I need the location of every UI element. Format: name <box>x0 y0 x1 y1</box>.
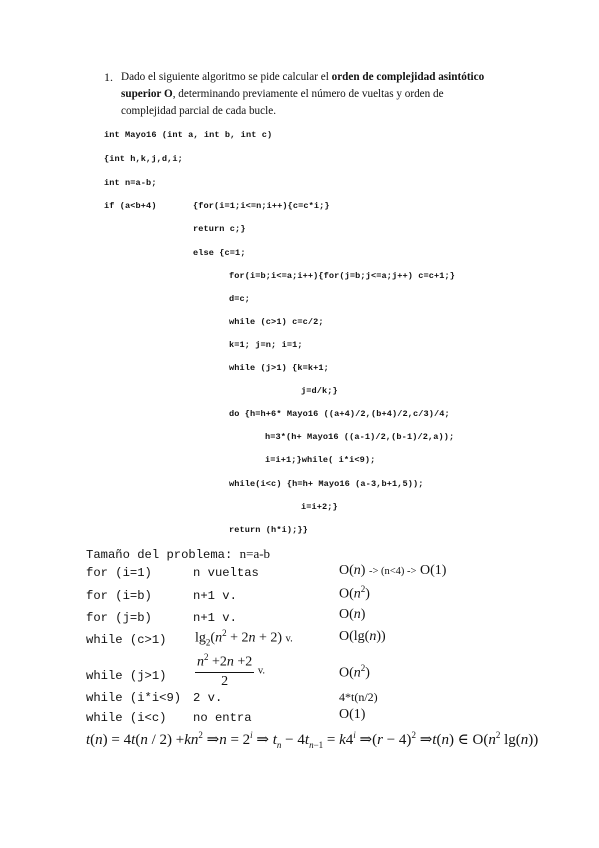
code-line: if (a<b+4) <box>104 201 157 211</box>
code-line: return c;} <box>193 224 246 234</box>
loop-label: while (j>1) <box>86 669 167 683</box>
loop-label: for (i=1) <box>86 566 152 580</box>
code-line: else {c=1; <box>193 248 246 258</box>
loop-turns: n vueltas <box>193 566 259 580</box>
loop-label: for (j=b) <box>86 611 152 625</box>
code-line: while (c>1) c=c/2; <box>229 317 324 327</box>
code-line: while(i<c) {h=h+ Mayo16 (a-3,b+1,5)); <box>229 479 424 489</box>
code-line: k=1; j=n; i=1; <box>229 340 303 350</box>
loop-order: O(lg(n)) <box>339 629 386 644</box>
loop-order: $O(n^2)$ <box>339 584 370 602</box>
loop-order: O(n) <box>339 607 366 622</box>
code-line: h=3*(h+ Mayo16 ((a-1)/2,(b-1)/2,a)); <box>265 432 455 442</box>
code-line: j=d/k;} <box>301 386 338 396</box>
code-line: for(i=b;i<=a;i++){for(j=b;j<=a;j++) c=c+1;} <box>229 271 456 281</box>
problem-size <box>86 546 270 562</box>
question-line-3: complejidad parcial de cada bucle. <box>121 105 276 117</box>
question-line-2-bold: superior O <box>121 88 173 100</box>
code-line: {for(i=1;i<=n;i++){c=c*i;} <box>193 201 330 211</box>
loop-turns: n+1 v. <box>193 589 237 603</box>
loop-order-condition: -> (n<4) -> <box>368 566 417 577</box>
loop-label: for (i=b) <box>86 589 152 603</box>
problem-size-value: n=a-b <box>239 546 271 561</box>
recurrence-solution: $t(n) = 4t(n / 2) +kn^2$ ⇒n = $2^i$ ⇒ $t_n - 4t_{n-1} = k4^i$ ⇒(r − 4)$^2$ ⇒t(n) ∈ $O(n^2$ lg(n)) <box>86 730 539 750</box>
loop-label: while (c>1) <box>86 633 167 647</box>
loop-turns: no entra <box>193 711 252 725</box>
loop-order: $O(n^2)$ <box>339 663 370 681</box>
loop-turns: v. <box>285 633 293 645</box>
loop-turns: 2 v. <box>193 691 223 705</box>
loop-label: while (i*i<9) <box>86 691 182 705</box>
question-line-2 <box>121 86 444 103</box>
code-line: i=i+2;} <box>301 502 338 512</box>
code-line: int Mayo16 (int a, int b, int c) <box>104 130 273 140</box>
loop-label: while (i<c) <box>86 711 167 725</box>
code-line: do {h=h+6* Mayo16 ((a+4)/2,(b+4)/2,c/3)/4; <box>229 409 450 419</box>
loop-order: 4*t(n/2) <box>339 690 378 704</box>
question-line-1-text: Dado el siguiente algoritmo se pide calcular el <box>121 71 332 83</box>
question-line-1-bold: orden de complejidad asintótico <box>331 71 485 83</box>
code-line: d=c; <box>229 294 251 304</box>
loop-turns: v. <box>257 665 266 677</box>
loop-order: O(1) <box>339 707 366 722</box>
question-number: 1. <box>104 70 113 84</box>
loop-turns-formula: $\frac{n^2 +2n +2}{2}$ v. <box>197 652 266 689</box>
code-line: int n=a-b; <box>104 178 157 188</box>
code-line: return (h*i);}} <box>229 525 308 535</box>
loop-turns-formula: $\lg_2(n^2 + 2n + 2)$ v. <box>195 628 293 648</box>
problem-size-label: Tamaño del problema: <box>86 548 233 562</box>
question-line-2-text: , determinando previamente el número de vueltas y orden de <box>172 88 444 100</box>
loop-turns: n+1 v. <box>193 611 237 625</box>
loop-order: O(n) -> (n<4) -> O(1) <box>339 563 447 578</box>
code-line: while (j>1) {k=k+1; <box>229 363 329 373</box>
code-line: {int h,k,j,d,i; <box>104 154 183 164</box>
code-line: i=i+1;}while( i*i<9); <box>265 455 376 465</box>
question-line-1 <box>121 69 484 86</box>
